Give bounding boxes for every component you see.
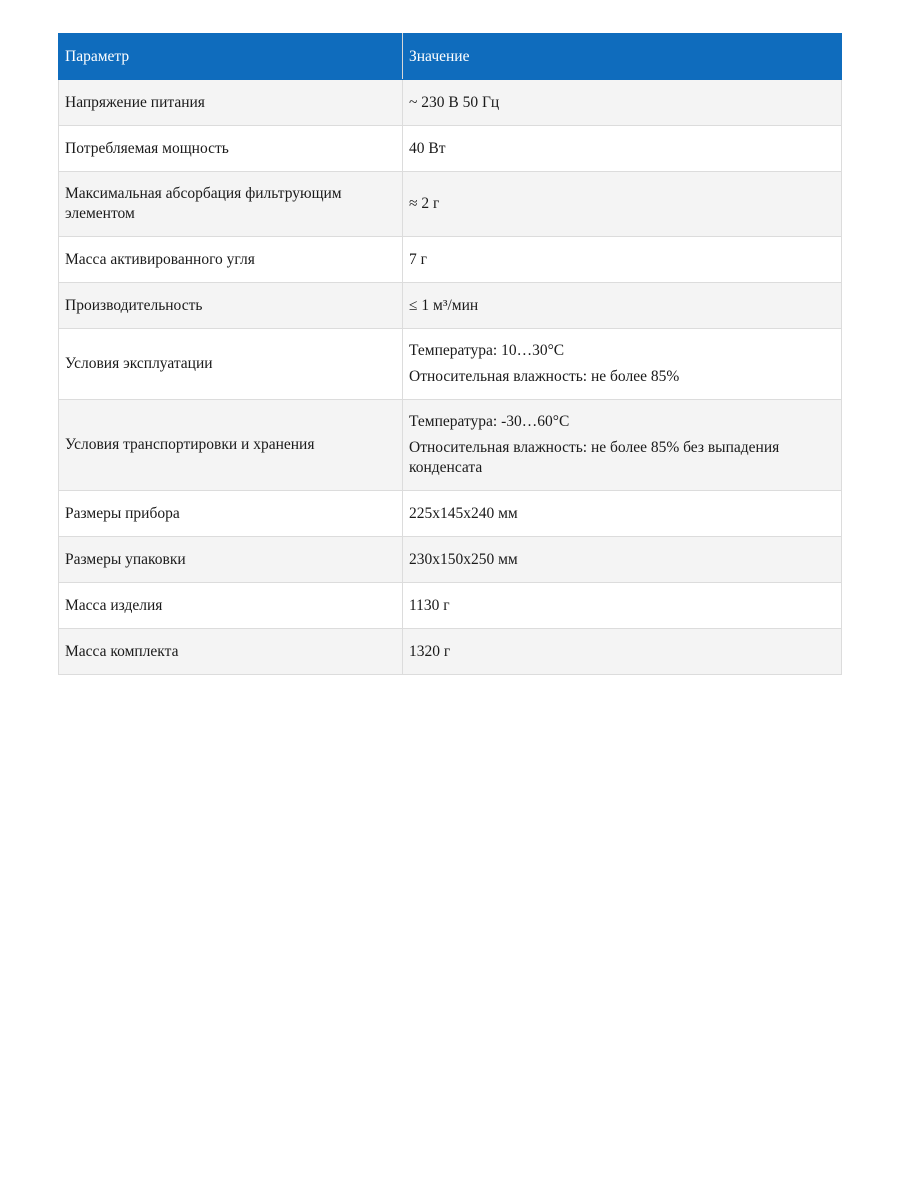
value-text: Температура: 10…30°C	[409, 342, 565, 359]
table-row	[59, 491, 842, 537]
table-header-row	[59, 34, 842, 80]
param-cell: Размеры прибора	[59, 491, 403, 537]
value-text: ≈ 2 г	[409, 195, 440, 212]
value-cell	[403, 126, 842, 172]
param-cell: Условия транспортировки и хранения	[59, 400, 403, 491]
value-cell	[403, 629, 842, 675]
value-text: Температура: -30…60°C	[409, 413, 570, 430]
column-header-value: Значение	[403, 34, 842, 80]
value-text: Относительная влажность: не более 85% без выпадения конденсата	[409, 439, 780, 476]
table-row	[59, 537, 842, 583]
param-cell: Производительность	[59, 283, 403, 329]
param-cell: Потребляемая мощность	[59, 126, 403, 172]
param-cell: Напряжение питания	[59, 80, 403, 126]
table-row	[59, 80, 842, 126]
value-cell	[403, 172, 842, 237]
value-text: ≤ 1 м³/мин	[409, 296, 479, 314]
param-cell: Условия эксплуатации	[59, 329, 403, 400]
param-cell: Размеры упаковки	[59, 537, 403, 583]
value-text: Относительная влажность: не более 85%	[409, 368, 680, 385]
value-text: 225x145x240 мм	[409, 504, 518, 522]
table-row	[59, 329, 842, 400]
value-text: 40 Вт	[409, 139, 446, 157]
value-cell	[403, 537, 842, 583]
table-row	[59, 283, 842, 329]
value-text: ~ 230 В 50 Гц	[409, 93, 500, 111]
column-header-parameter: Параметр	[59, 34, 403, 80]
value-cell	[403, 491, 842, 537]
value-cell	[403, 400, 842, 491]
param-cell: Масса активированного угля	[59, 237, 403, 283]
param-cell: Максимальная абсорбация фильтрующим элементом	[59, 172, 403, 237]
value-text: 1320 г	[409, 642, 451, 660]
param-cell: Масса комплекта	[59, 629, 403, 675]
value-cell	[403, 80, 842, 126]
param-cell: Масса изделия	[59, 583, 403, 629]
spec-table	[58, 33, 842, 675]
value-text: 230x150x250 мм	[409, 550, 518, 568]
value-cell	[403, 237, 842, 283]
table-row	[59, 237, 842, 283]
table-row	[59, 400, 842, 491]
value-text: 7 г	[409, 250, 427, 268]
table-row	[59, 583, 842, 629]
value-cell	[403, 329, 842, 400]
value-cell	[403, 283, 842, 329]
table-row	[59, 172, 842, 237]
table-row	[59, 126, 842, 172]
table-row	[59, 629, 842, 675]
value-text: 1130 г	[409, 596, 450, 614]
value-cell	[403, 583, 842, 629]
